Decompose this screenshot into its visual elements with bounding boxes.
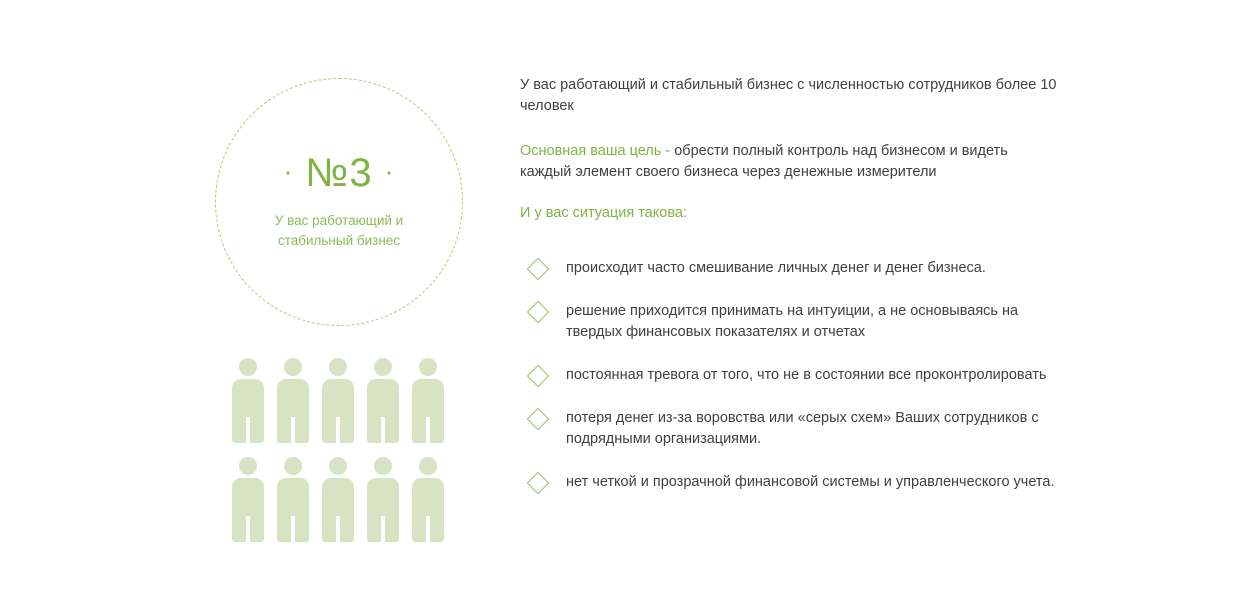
diamond-bullet-icon [527, 300, 550, 323]
goal-accent-text: Основная ваша цель - [520, 142, 671, 159]
intro-paragraph: У вас работающий и стабильный бизнес с численностью сотрудников более 10 человек [520, 76, 1057, 114]
person-icon [367, 358, 399, 443]
content-panel [520, 60, 1060, 515]
problem-list [520, 258, 1060, 493]
step-number-badge [215, 78, 463, 326]
badge-caption: У вас работающий и стабильный бизнес [274, 212, 404, 248]
list-item-label: потеря денег из-за воровства или «серых схем» Ваших сотрудников с подрядными организациями. [566, 409, 1039, 447]
badge-number [283, 150, 395, 195]
list-item-label: происходит часто смешивание личных денег и денег бизнеса. [566, 259, 986, 276]
diamond-bullet-icon [527, 471, 550, 494]
people-icon-group [232, 358, 456, 556]
list-item [520, 365, 1060, 386]
person-icon [277, 358, 309, 443]
badge-dot-right: · [384, 156, 395, 187]
diamond-bullet-icon [527, 364, 550, 387]
person-icon [322, 358, 354, 443]
list-item-label: решение приходится принимать на интуиции, а не основываясь на твердых финансовых показателях и отчетах [566, 302, 1019, 340]
person-icon [232, 457, 264, 542]
badge-dot-left: · [283, 156, 294, 187]
list-item [520, 258, 1060, 279]
diamond-bullet-icon [527, 257, 550, 280]
goal-paragraph [520, 141, 1060, 183]
people-row [232, 457, 456, 542]
person-icon [277, 457, 309, 542]
person-icon [322, 457, 354, 542]
list-item [520, 408, 1060, 450]
left-illustration-panel [0, 0, 500, 611]
person-icon [412, 358, 444, 443]
person-icon [367, 457, 399, 542]
goal-rest-text: обрести полный контроль над бизнесом и видеть каждый элемент своего бизнеса через денежные измерители [520, 142, 1008, 180]
list-item [520, 472, 1060, 493]
list-item [520, 301, 1060, 343]
diamond-bullet-icon [527, 407, 550, 430]
person-icon [412, 457, 444, 542]
people-row [232, 358, 456, 443]
situation-header: И у вас ситуация такова: [520, 204, 687, 221]
person-icon [232, 358, 264, 443]
badge-number-text: №3 [305, 150, 373, 195]
list-item-label: нет четкой и прозрачной финансовой системы и управленческого учета. [566, 473, 1055, 490]
list-item-label: постоянная тревога от того, что не в состоянии все проконтролировать [566, 366, 1047, 383]
